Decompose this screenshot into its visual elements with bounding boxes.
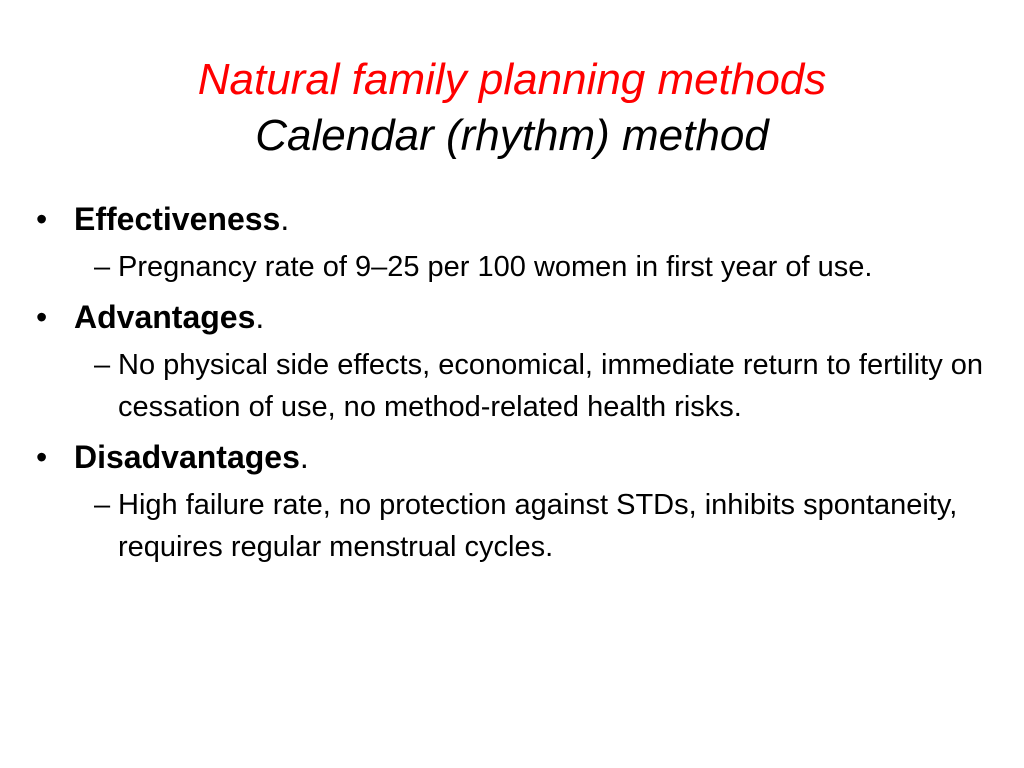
bullet-list bbox=[32, 196, 1000, 572]
sub-bullet-effectiveness bbox=[32, 246, 1000, 288]
title-subtitle: Calendar (rhythm) method bbox=[255, 111, 769, 160]
title-main: Natural family planning methods bbox=[197, 55, 827, 104]
bullet-label: Advantages bbox=[74, 299, 256, 335]
sub-bullet-text: Pregnancy rate of 9–25 per 100 women in first year of use. bbox=[118, 251, 873, 283]
dash-icon: – bbox=[94, 489, 111, 521]
sub-bullet-advantages bbox=[32, 344, 1000, 428]
slide-title bbox=[60, 52, 964, 164]
sub-bullet-text: High failure rate, no protection against STDs, inhibits spontaneity, requires regular menstrual cycles. bbox=[118, 489, 958, 563]
bullet-punct: . bbox=[255, 299, 265, 335]
sub-bullet-text: No physical side effects, economical, immediate return to fertility on cessation of use, no method-related health risks. bbox=[118, 349, 984, 423]
dash-icon: – bbox=[94, 349, 111, 381]
bullet-dot-icon: • bbox=[36, 299, 48, 335]
bullet-punct: . bbox=[299, 439, 309, 475]
sub-bullet-disadvantages bbox=[32, 484, 1000, 568]
bullet-advantages bbox=[32, 294, 1000, 340]
bullet-dot-icon: • bbox=[36, 201, 48, 237]
dash-icon: – bbox=[94, 251, 111, 283]
bullet-label: Effectiveness bbox=[74, 201, 281, 237]
bullet-effectiveness bbox=[32, 196, 1000, 242]
bullet-dot-icon: • bbox=[36, 439, 48, 475]
bullet-punct: . bbox=[280, 201, 290, 237]
bullet-disadvantages bbox=[32, 434, 1000, 480]
bullet-label: Disadvantages bbox=[74, 439, 300, 475]
